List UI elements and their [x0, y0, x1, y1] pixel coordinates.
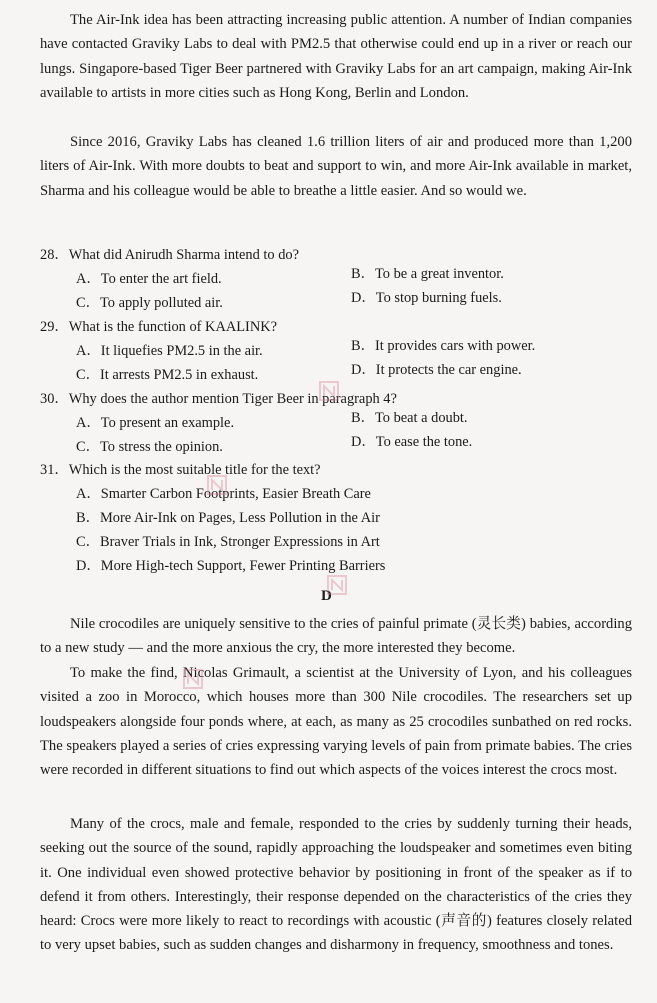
- q30-option-c[interactable]: C．To stress the opinion.: [76, 439, 223, 455]
- watermark-logo-icon: [182, 668, 204, 690]
- section-label: D: [321, 588, 332, 604]
- q31-option-a[interactable]: A．Smarter Carbon Footprints, Easier Breath Care: [76, 486, 371, 502]
- watermark-logo-icon: [318, 380, 340, 402]
- q31-option-c[interactable]: C．Braver Trials in Ink, Stronger Expressions in Art: [76, 534, 380, 550]
- q29-option-b[interactable]: B．It provides cars with power.: [351, 338, 536, 354]
- question-29-stem: 29．What is the function of KAALINK?: [40, 319, 277, 335]
- q30-option-b[interactable]: B．To beat a doubt.: [351, 410, 468, 426]
- passage-d-paragraph-2: To make the find, Nicolas Grimault, a scientist at the University of Lyon, and his colleagues visited a zoo in Morocco, which houses more than 300 Nile crocodiles. The researchers set up loudspeakers alongside four ponds where, at each, as many as 25 crocodiles sunbathed on red rocks. The speakers played a series of cries expressing varying levels of pain from primate babies. The cries were recorded in different situations to find out which aspects of the voices interest the crocs most.: [40, 665, 632, 779]
- question-30-stem: 30．Why does the author mention Tiger Beer in paragraph 4?: [40, 391, 397, 407]
- q30-option-a[interactable]: A．To present an example.: [76, 415, 235, 431]
- q31-option-b[interactable]: B．More Air-Ink on Pages, Less Pollution in the Air: [76, 510, 380, 526]
- q31-option-d[interactable]: D．More High-tech Support, Fewer Printing Barriers: [76, 558, 386, 574]
- question-28-stem: 28．What did Anirudh Sharma intend to do?: [40, 247, 299, 263]
- q28-option-d[interactable]: D．To stop burning fuels.: [351, 290, 502, 306]
- watermark-logo-icon: [206, 474, 228, 496]
- question-31-stem: 31．Which is the most suitable title for the text?: [40, 462, 321, 478]
- q28-option-c[interactable]: C．To apply polluted air.: [76, 295, 223, 311]
- q29-option-d[interactable]: D．It protects the car engine.: [351, 362, 522, 378]
- q28-option-b[interactable]: B．To be a great inventor.: [351, 266, 504, 282]
- q29-option-a[interactable]: A．It liquefies PM2.5 in the air.: [76, 343, 263, 359]
- passage-d-paragraph-3: Many of the crocs, male and female, responded to the cries by suddenly turning their heads, seeking out the source of the sound, rapidly approaching the loudspeaker and sometimes even biting it. One individual even showed protective behavior by positioning in front of the speaker as if to defend it from others. Interestingly, their response depended on the characteristics of the cries they heard: Crocs were more likely to react to recordings with acoustic (声音的) features closely related to very upset babies, such as sudden changes and disharmony in frequency, smoothness and tones.: [40, 816, 632, 954]
- q29-option-c[interactable]: C．It arrests PM2.5 in exhaust.: [76, 367, 259, 383]
- q28-option-a[interactable]: A．To enter the art field.: [76, 271, 222, 287]
- passage-c-paragraph-2: Since 2016, Graviky Labs has cleaned 1.6 trillion liters of air and produced more than 1,200 liters of Air-Ink. With more doubts to beat and support to win, and more Air-Ink available in market, Sharma and his colleague would be able to breathe a little easier. And so would we.: [40, 134, 632, 199]
- passage-d-paragraph-1: Nile crocodiles are uniquely sensitive to the cries of painful primate (灵长类) babies, according to a new study — and the more anxious the cry, the more interested they become.: [40, 616, 632, 657]
- passage-c-paragraph-1: The Air-Ink idea has been attracting increasing public attention. A number of Indian companies have contacted Graviky Labs to deal with PM2.5 that otherwise could end up in a river or reach our lungs. Singapore-based Tiger Beer partnered with Graviky Labs for an art campaign, making Air-Ink available to artists in more cities such as Hong Kong, Berlin and London.: [40, 12, 632, 101]
- watermark-logo-icon: [326, 574, 348, 596]
- q30-option-d[interactable]: D．To ease the tone.: [351, 434, 473, 450]
